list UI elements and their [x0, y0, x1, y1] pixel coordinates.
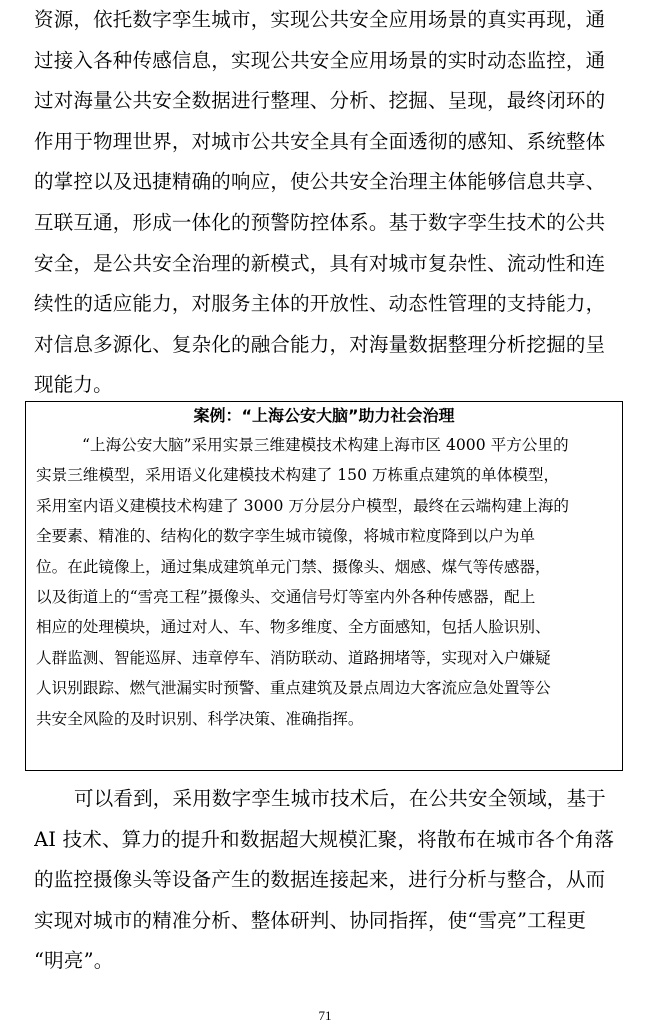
text-line: 现能力。 [34, 373, 113, 397]
body-paragraph-1 [34, 0, 620, 406]
page-number: 71 [318, 1008, 332, 1023]
case-line: 人群监测、智能巡屏、违章停车、消防联动、道路拥堵等，实现对入户嫌疑 [36, 648, 551, 667]
text-line: 可以看到，采用数字孪生城市技术后，在公共安全领域，基于 [74, 787, 606, 810]
text-line: 续性的适应能力，对服务主体的开放性、动态性管理的支持能力， [34, 292, 606, 316]
case-line: 以及街道上的“雪亮工程”摄像头、交通信号灯等室内外各种传感器，配上 [36, 587, 536, 606]
text-line: 作用于物理世界，对城市公共安全具有全面透彻的感知、系统整体 [34, 129, 606, 153]
text-line: 互联互通，形成一体化的预警防控体系。基于数字孪生技术的公共 [34, 210, 606, 234]
text-line: 对信息多源化、复杂化的融合能力，对海量数据整理分析挖掘的呈 [34, 332, 606, 356]
text-line: 的监控摄像头等设备产生的数据连接起来，进行分析与整合，从而 [34, 868, 606, 892]
case-line: 全要素、精准的、结构化的数字孪生城市镜像，将城市粒度降到以户为单 [36, 527, 536, 546]
text-line: 实现对城市的精准分析、整体研判、协同指挥，使“雪亮”工程更 [34, 908, 587, 932]
case-line: 位。在此镜像上，通过集成建筑单元门禁、摄像头、烟感、煤气等传感器， [36, 557, 551, 576]
text-line: 过对海量公共安全数据进行整理、分析、挖掘、呈现，最终闭环的 [34, 89, 606, 113]
case-study-box [25, 401, 623, 771]
case-line: 共安全风险的及时识别、科学决策、准确指挥。 [36, 709, 364, 728]
case-line: 实景三维模型，采用语义化建模技术构建了 150 万栋重点建筑的单体模型， [36, 466, 560, 485]
text-line: 资源，依托数字孪生城市，实现公共安全应用场景的真实再现，通 [34, 8, 606, 31]
case-line: 采用室内语义建模技术构建了 3000 万分层分户模型，最终在云端构建上海的 [36, 496, 570, 515]
text-line: “明亮”。 [34, 949, 114, 973]
case-line: 相应的处理模块，通过对人、车、物多维度、全方面感知，包括人脸识别、 [36, 618, 551, 637]
text-line: 的掌控以及迅捷精确的响应，使公共安全治理主体能够信息共享、 [34, 170, 606, 194]
text-line: 安全，是公共安全治理的新模式，具有对城市复杂性、流动性和连 [34, 251, 606, 275]
text-line: AI 技术、算力的提升和数据超大规模汇聚，将散布在城市各个角落 [34, 827, 615, 851]
case-study-title: 案例：“上海公安大脑”助力社会治理 [193, 406, 455, 425]
case-line: “上海公安大脑”采用实景三维建模技术构建上海市区 4000 平方公里的 [82, 436, 569, 454]
body-paragraph-2 [34, 779, 620, 982]
text-line: 过接入各种传感信息，实现公共安全应用场景的实时动态监控，通 [34, 48, 606, 72]
case-line: 人识别跟踪、燃气泄漏实时预警、重点建筑及景点周边大客流应急处置等公 [36, 679, 551, 698]
case-study-body [36, 430, 616, 734]
